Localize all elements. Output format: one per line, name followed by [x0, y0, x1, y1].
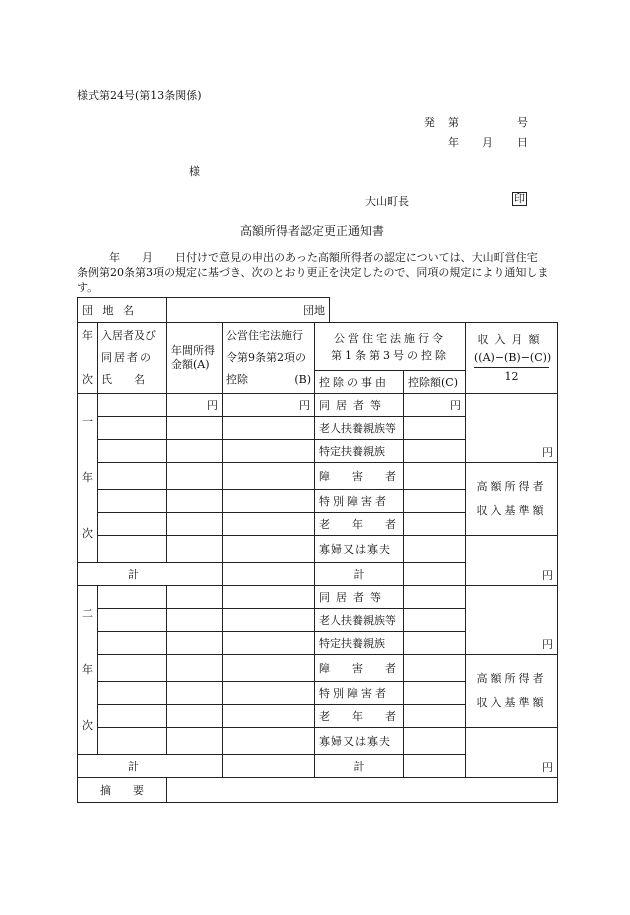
year1-char-3: 次 [82, 527, 93, 540]
year2-criteria-yen: 円 [466, 728, 558, 778]
issue-year: 年 [448, 136, 459, 149]
head-nenji-1: 年 [82, 329, 93, 342]
year2-reason-7: 寡婦又は寡夫 [315, 728, 404, 755]
head-deduction-b [223, 323, 315, 394]
year2-char-3: 次 [82, 719, 93, 732]
head-reason: 控除の事由 [315, 371, 404, 394]
head-deduction-b-2: 令第9条第2項の [226, 351, 306, 364]
year2-char-1: 二 [82, 607, 93, 620]
danchi-row [77, 297, 330, 323]
danchi-field: 団地 [167, 298, 330, 323]
head-deduction-c-group-1: 公営住宅法施行令 [334, 331, 446, 345]
addressee-suffix: 様 [189, 165, 200, 178]
main-grid [77, 322, 558, 803]
head-deduction-b-3 [226, 369, 311, 391]
head-nenji-2: 次 [82, 373, 93, 386]
issue-day: 日 [517, 136, 528, 149]
issue-no-hatsu: 発 [424, 116, 435, 129]
year1-char-2: 年 [82, 471, 93, 484]
remarks-label: 摘 要 [78, 778, 167, 803]
year2-reason-3: 特定扶養親族 [315, 632, 404, 655]
head-monthly-income [466, 323, 558, 394]
year1-label [78, 394, 98, 563]
year2-total-reason: 計 [315, 755, 404, 778]
year1-total-reason: 計 [315, 563, 404, 586]
head-resident-1: 入居者及び [101, 329, 156, 342]
head-divisor: 12 [504, 369, 519, 383]
year2-criteria [466, 655, 558, 728]
year1-char-1: 一 [82, 415, 93, 428]
head-formula: ((A)−(B)−(C)) [474, 349, 549, 368]
year2-reason-1: 同居者等 [315, 586, 404, 609]
head-deduction-c-group-2: 第1条第3号の控除 [331, 348, 449, 362]
year1-reason-6: 老年者 [315, 513, 404, 536]
head-deduction-b-1: 公営住宅法施行 [226, 329, 303, 342]
seal-mark [512, 192, 527, 206]
form-label: 様式第24号(第13条関係) [77, 89, 202, 102]
head-resident [98, 323, 167, 394]
year2-total-label: 計 [78, 755, 223, 778]
body-line-3: す。 [77, 281, 99, 294]
year2-criteria-2: 収入基準額 [476, 696, 547, 709]
head-nenji [78, 323, 98, 394]
head-monthly-label: 収入月額 [477, 332, 546, 346]
year1-criteria-1: 高額所得者 [476, 480, 547, 493]
year1-income-yen: 円 [167, 394, 223, 417]
year2-criteria-1: 高額所得者 [476, 672, 547, 685]
year2-reason-5: 特別障害者 [315, 682, 404, 705]
year1-reason-4: 障害者 [315, 463, 404, 490]
issue-month: 月 [482, 136, 493, 149]
year1-criteria-yen: 円 [466, 536, 558, 586]
seal-label: 印 [514, 192, 525, 205]
body-line-2: 条例第20条第3項の規定に基づき、次のとおり更正を決定したので、同項の規定により通知しま [77, 266, 549, 279]
year2-reason-6: 老年者 [315, 705, 404, 728]
remarks-field [167, 778, 558, 803]
year2-char-2: 年 [82, 663, 93, 676]
year1-deduction-b-yen: 円 [223, 394, 315, 417]
danchi-label: 団 地 名 [78, 298, 167, 323]
issue-no-go: 号 [517, 116, 528, 129]
year1-amount-c-yen: 円 [404, 394, 466, 417]
year1-resident-1 [98, 394, 167, 417]
year1-total-label: 計 [78, 563, 223, 586]
head-income [167, 323, 223, 394]
head-resident-3: 氏 名 [101, 373, 145, 386]
year1-reason-7: 寡婦又は寡夫 [315, 536, 404, 563]
body-line-1: 年 月 日付けで意見の申出のあった高額所得者の認定については、大山町営住宅 [109, 251, 538, 264]
head-deduction-c-group [315, 323, 466, 371]
year2-reason-4: 障害者 [315, 655, 404, 682]
issue-no-dai: 第 [448, 116, 459, 129]
year1-reason-1: 同居者等 [315, 394, 404, 417]
year1-reason-5: 特別障害者 [315, 490, 404, 513]
head-income-1: 年間所得 [171, 344, 215, 357]
form-table [77, 297, 557, 803]
document-title: 高額所得者認定更正通知書 [240, 224, 385, 238]
head-deduction-b-label: 控除 [226, 373, 248, 386]
year2-reason-2: 老人扶養親族等 [315, 609, 404, 632]
issuer-name: 大山町長 [365, 195, 409, 208]
year1-monthly-yen: 円 [466, 394, 558, 463]
head-amount-c: 控除額(C) [404, 371, 466, 394]
year1-criteria-2: 収入基準額 [476, 504, 547, 517]
year1-criteria [466, 463, 558, 536]
head-deduction-b-tag: (B) [294, 373, 311, 386]
year1-reason-2: 老人扶養親族等 [315, 417, 404, 440]
head-resident-2: 同居者の [101, 351, 153, 364]
year1-reason-3: 特定扶養親族 [315, 440, 404, 463]
year2-label [78, 586, 98, 755]
head-income-2: 金額(A) [171, 358, 210, 371]
year2-monthly-yen: 円 [466, 586, 558, 655]
